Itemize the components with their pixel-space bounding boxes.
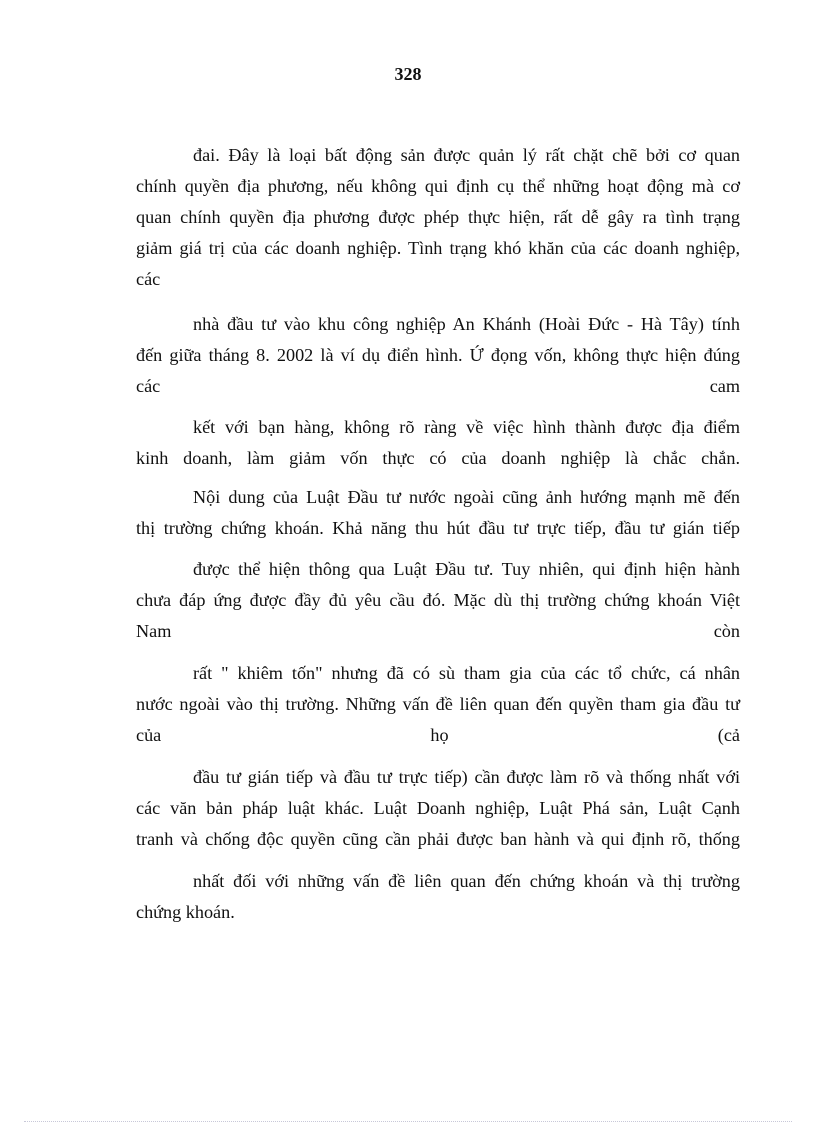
paragraph-6 bbox=[136, 658, 740, 751]
text-line: tranh và chống độc quyền cũng cần phải được ban hành và qui định rõ, thống bbox=[136, 829, 740, 849]
text-line: Nội dung của Luật Đầu tư nước ngoài cũng ảnh hướng mạnh mẽ đến bbox=[193, 487, 740, 507]
text-line: giảm giá trị của các doanh nghiệp. Tình trạng khó khăn của các doanh nghiệp, bbox=[136, 238, 740, 258]
text-line: quan chính quyền địa phương được phép thực hiện, rất dễ gây ra tình trạng bbox=[136, 207, 740, 227]
text-line: các bbox=[136, 269, 161, 289]
paragraph-8 bbox=[136, 866, 740, 928]
text-line: của họ (cả bbox=[136, 725, 740, 745]
text-line: nhà đầu tư vào khu công nghiệp An Khánh (Hoài Đức - Hà Tây) tính bbox=[193, 314, 740, 334]
text-line: Nam còn bbox=[136, 621, 740, 641]
text-line: đai. Đây là loại bất động sản được quản lý rất chặt chẽ bởi cơ quan bbox=[193, 145, 740, 165]
text-line: nước ngoài vào thị trường. Những vấn đề liên quan đến quyền tham gia đầu tư bbox=[136, 694, 740, 714]
page-number: 328 bbox=[394, 64, 422, 84]
text-line: chứng khoán. bbox=[136, 902, 235, 922]
paragraph-7 bbox=[136, 762, 740, 855]
text-line: thị trường chứng khoán. Khả năng thu hút đầu tư trực tiếp, đầu tư gián tiếp bbox=[136, 518, 740, 538]
paragraph-1 bbox=[136, 140, 740, 295]
text-line: được thể hiện thông qua Luật Đầu tư. Tuy nhiên, qui định hiện hành bbox=[193, 559, 740, 579]
text-line: kết với bạn hàng, không rõ ràng về việc hình thành được địa điểm bbox=[193, 417, 740, 437]
paragraph-5 bbox=[136, 554, 740, 647]
paragraph-2 bbox=[136, 309, 740, 402]
text-line: kinh doanh, làm giảm vốn thực có của doanh nghiệp là chắc chắn. bbox=[136, 448, 740, 468]
text-line: các văn bản pháp luật khác. Luật Doanh nghiệp, Luật Phá sản, Luật Cạnh bbox=[136, 798, 740, 818]
text-line: chưa đáp ứng được đầy đủ yêu cầu đó. Mặc dù thị trường chứng khoán Việt bbox=[136, 590, 740, 610]
page-boundary-divider bbox=[24, 1121, 792, 1122]
text-line: đầu tư gián tiếp và đầu tư trực tiếp) cần được làm rõ và thống nhất với bbox=[193, 767, 740, 787]
text-line: đến giữa tháng 8. 2002 là ví dụ điển hình. Ứ đọng vốn, không thực hiện đúng bbox=[136, 345, 740, 365]
paragraph-3 bbox=[136, 412, 740, 474]
text-line: rất " khiêm tốn" nhưng đã có sù tham gia của các tổ chức, cá nhân bbox=[193, 663, 740, 683]
paragraph-4 bbox=[136, 482, 740, 544]
text-line: các cam bbox=[136, 376, 740, 396]
text-line: nhất đối với những vấn đề liên quan đến chứng khoán và thị trường bbox=[193, 871, 740, 891]
text-line: chính quyền địa phương, nếu không qui định cụ thể những hoạt động mà cơ bbox=[136, 176, 740, 196]
